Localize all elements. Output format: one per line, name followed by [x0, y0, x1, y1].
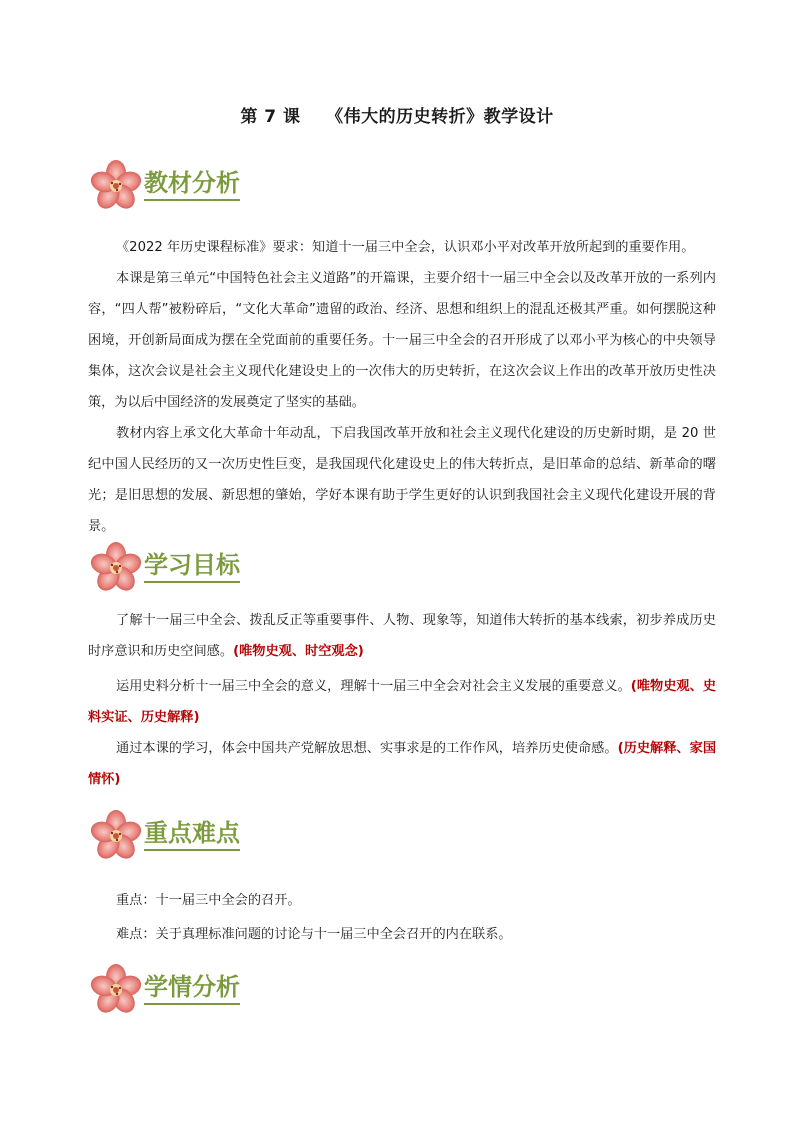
analysis-paragraph-1: 《2022 年历史课程标准》要求：知道十一届三中全会，认识邓小平对改革开放所起到的重要作用。 — [116, 240, 695, 255]
section-title: 学情分析 — [144, 972, 240, 1005]
goal-tag: (唯物史观、史料实证、历史解释) — [88, 679, 717, 725]
flower-icon — [88, 158, 144, 214]
section-title: 学习目标 — [144, 550, 240, 583]
goal-text: 运用史料分析十一届三中全会的意义，理解十一届三中全会对社会主义发展的重要意义。 — [116, 679, 631, 694]
section-title: 重点难点 — [144, 818, 240, 851]
difficulty-text: 难点：关于真理标准问题的讨论与十一届三中全会召开的内在联系。 — [116, 927, 512, 942]
goal-item — [88, 733, 716, 795]
goal-text: 通过本课的学习，体会中国共产党解放思想、实事求是的工作作风，培养历史使命感。 — [116, 741, 618, 756]
flower-icon — [88, 540, 144, 596]
goal-text: 了解十一届三中全会、拨乱反正等重要事件、人物、现象等，知道伟大转折的基本线索，初步养成历史时序意识和历史空间感。 — [88, 613, 716, 659]
analysis-paragraph-3: 教材内容上承文化大革命十年动乱，下启我国改革开放和社会主义现代化建设的历史新时期，是 20 世纪中国人民经历的又一次历史性巨变，是我国现代化建设史上的伟大转折点，是旧革命的总结、新革命的曙光；是旧思想的发展、新思想的肇始，学好本课有助于学生更好的认识到我国社会主义现代化建设开展的背景。 — [88, 426, 716, 534]
analysis-paragraph-2: 本课是第三单元“中国特色社会主义道路”的开篇课，主要介绍十一届三中全会以及改革开放的一系列内容，“四人帮”被粉碎后，“文化大革命”遗留的政治、经济、思想和组织上的混乱还极其严重。如何摆脱这种困境，开创新局面成为摆在全党面前的重要任务。十一届三中全会的召开形成了以邓小平为核心的中央领导集体，这次会议是社会主义现代化建设史上的一次伟大的历史转折，在这次会议上作出的改革开放历史性决策，为以后中国经济的发展奠定了坚实的基础。 — [88, 271, 716, 410]
goal-item — [88, 605, 716, 667]
flower-icon — [88, 808, 144, 864]
goal-tag: (历史解释、家国情怀) — [88, 741, 717, 787]
goal-tag: (唯物史观、时空观念) — [233, 644, 364, 659]
document-title: 第 7 课 《伟大的历史转折》教学设计 — [240, 107, 554, 127]
focus-text: 重点：十一届三中全会的召开。 — [116, 893, 301, 908]
goal-item — [88, 671, 716, 733]
flower-icon — [88, 962, 144, 1018]
section-title: 教材分析 — [144, 168, 240, 201]
